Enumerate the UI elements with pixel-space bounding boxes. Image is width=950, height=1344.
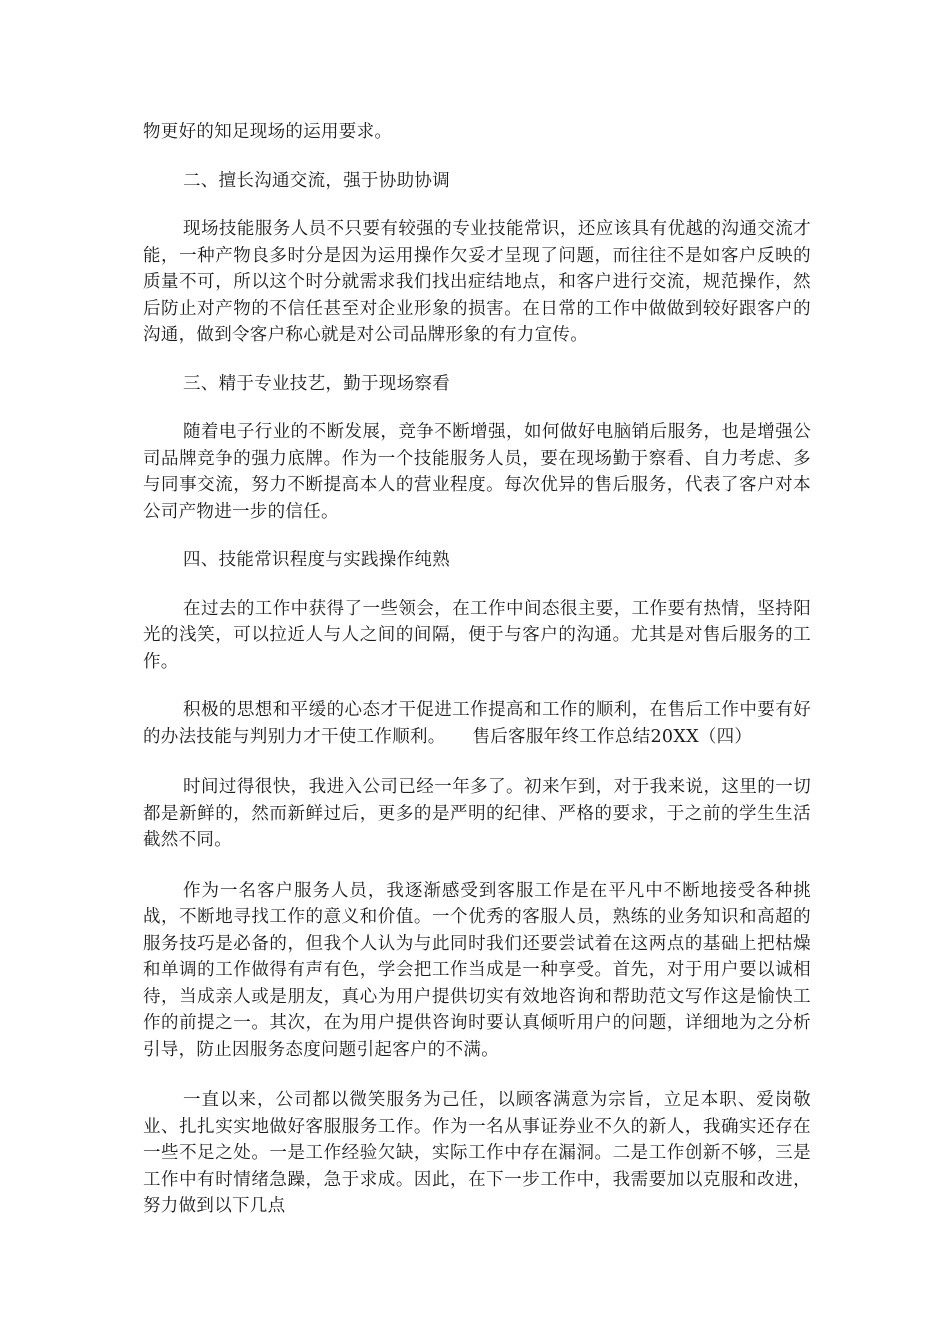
- paragraph-company: 一直以来，公司都以微笑服务为己任，以顾客满意为宗旨，立足本职、爱岗敬业、扎扎实实地做好客服服务工作。作为一名从事证券业不久的新人，我确实还存在一些不足之处。一是工作经验欠缺，实际工作中存在漏洞。二是工作创新不够，三是工作中有时情绪急躁，急于求成。因此，在下一步工作中，我需要加以克服和改进，努力做到以下几点: [143, 1090, 811, 1216]
- section-heading-4: 四、技能常识程度与实践操作纯熟: [183, 550, 450, 570]
- paragraph-experience: 在过去的工作中获得了一些领会，在工作中间态很主要，工作要有热情，坚持阳光的浅笑，可以拉近人与人之间的间隔，便于与客户的沟通。尤其是对售后服务的工作。: [143, 598, 811, 672]
- section-heading-2: 二、擅长沟通交流，强于协助协调: [183, 170, 450, 191]
- paragraph-communication: 现场技能服务人员不只要有较强的专业技能常识，还应该具有优越的沟通交流才能，一种产物良多时分是因为运用操作欠妥才呈现了问题，而往往不是如客户反映的质量不可，所以这个时分就需求我们找出症结地点，和客户进行交流，规范操作，然后防止对产物的不信任甚至对企业形象的损害。在日常的工作中做做到较好跟客户的沟通，做到令客户称心就是对公司品牌形象的有力宣传。: [143, 219, 811, 345]
- paragraph-time: 时间过得很快，我进入公司已经一年多了。初来乍到，对于我来说，这里的一切都是新鲜的，然而新鲜过后，更多的是严明的纪律、严格的要求，于之前的学生生活截然不同。: [143, 777, 811, 850]
- paragraph-continuation: 物更好的知足现场的运用要求。: [143, 122, 393, 142]
- document-page: [143, 119, 811, 1220]
- paragraph-attitude: 积极的思想和平缓的心态才干促进工作提高和工作的顺利，在售后工作中要有好的办法技能与判别力才干使工作顺利。 售后客服年终工作总结20XX（四）: [143, 700, 811, 747]
- paragraph-customer-service: 作为一名客户服务人员，我逐渐感受到客服工作是在平凡中不断地接受各种挑战，不断地寻找工作的意义和价值。一个优秀的客服人员，熟练的业务知识和高超的服务技巧是必备的，但我个人认为与此同时我们还要尝试着在这两点的基础上把枯燥和单调的工作做得有声有色，学会把工作当成是一种享受。首先，对于用户要以诚相待，当成亲人或是朋友，真心为用户提供切实有效地咨询和帮助范文写作这是愉快工作的前提之一。其次，在为用户提供咨询时要认真倾听用户的问题，详细地为之分析引导，防止因服务态度问题引起客户的不满。: [143, 880, 811, 1060]
- paragraph-expertise: 随着电子行业的不断发展，竞争不断增强，如何做好电脑销后服务，也是增强公司品牌竞争的强力底牌。作为一个技能服务人员，要在现场勤于察看、自力考虑、多与同事交流，努力不断提高本人的营业程度。每次优异的售后服务，代表了客户对本公司产物进一步的信任。: [143, 422, 811, 522]
- section-heading-3: 三、精于专业技艺，勤于现场察看: [183, 373, 450, 394]
